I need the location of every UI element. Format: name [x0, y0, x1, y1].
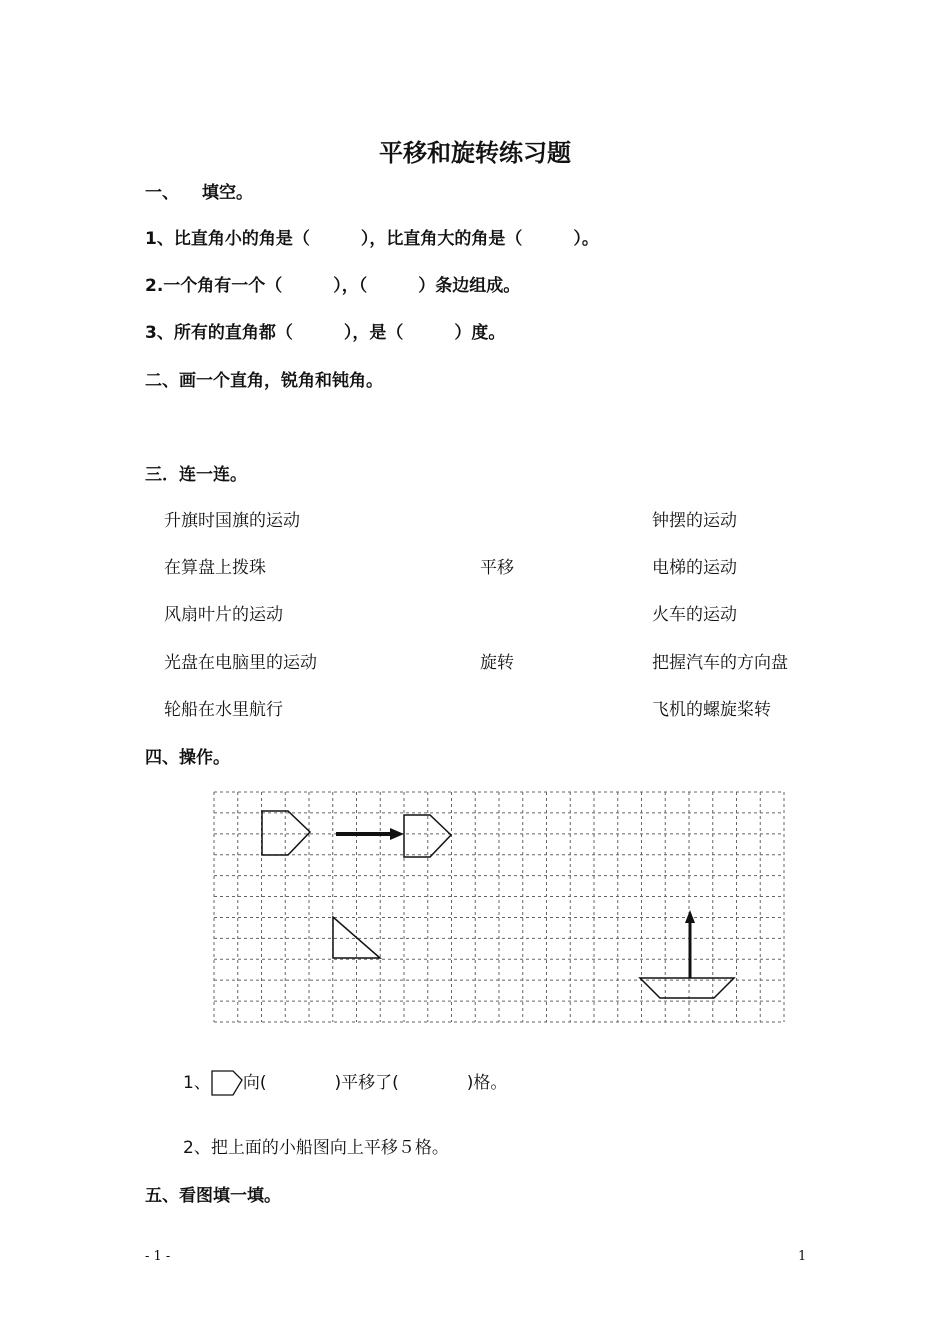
right-item: 钟摆的运动 — [652, 511, 737, 531]
section5-heading: 五、看图填一填。 — [145, 1186, 281, 1206]
small-pentagon-icon — [211, 1070, 243, 1096]
section1-heading: 填空。 — [202, 183, 253, 203]
section1-heading-number: 一、 — [145, 183, 179, 203]
operation-question-1 — [183, 1068, 507, 1096]
left-item: 风扇叶片的运动 — [164, 605, 283, 625]
boat-hull-shape — [640, 978, 734, 998]
right-item: 火车的运动 — [652, 605, 737, 625]
footer-page-right: 1 — [798, 1249, 807, 1264]
boat-mast-arrowhead — [685, 910, 695, 923]
question-1-1: 1、比直角小的角是（ ），比直角大的角是（ ）。 — [145, 229, 599, 249]
left-item: 在算盘上拨珠 — [164, 558, 266, 578]
question-number: 1、 — [183, 1073, 211, 1093]
operation-question-2: 2、把上面的小船图向上平移５格。 — [183, 1138, 449, 1158]
left-item: 轮船在水里航行 — [164, 700, 283, 720]
middle-item-rotation: 旋转 — [480, 653, 514, 673]
left-item: 升旗时国旗的运动 — [164, 511, 300, 531]
right-item: 飞机的螺旋桨转 — [652, 700, 771, 720]
footer-page-left: - 1 - — [145, 1249, 171, 1264]
question-text: 向( )平移了( )格。 — [242, 1073, 508, 1093]
middle-item-translation: 平移 — [480, 558, 514, 578]
dot-grid-figure — [212, 790, 786, 1024]
dashed-grid-lines — [214, 792, 784, 1022]
question-1-2: 2.一个角有一个（ ），（ ）条边组成。 — [145, 276, 521, 296]
question-1-3: 3、所有的直角都（ ），是（ ）度。 — [145, 323, 506, 343]
section4-heading: 四、操作。 — [145, 748, 230, 768]
section2-heading: 二、画一个直角，锐角和钝角。 — [145, 371, 383, 391]
page-title: 平移和旋转练习题 — [379, 138, 571, 167]
right-item: 电梯的运动 — [652, 558, 737, 578]
right-item: 把握汽车的方向盘 — [652, 653, 788, 673]
left-item: 光盘在电脑里的运动 — [164, 653, 317, 673]
pentagon-shape-original — [262, 811, 310, 855]
section3-heading: 三．连一连。 — [145, 465, 247, 485]
right-triangle-shape — [333, 917, 380, 958]
translation-arrow-head — [390, 828, 404, 840]
